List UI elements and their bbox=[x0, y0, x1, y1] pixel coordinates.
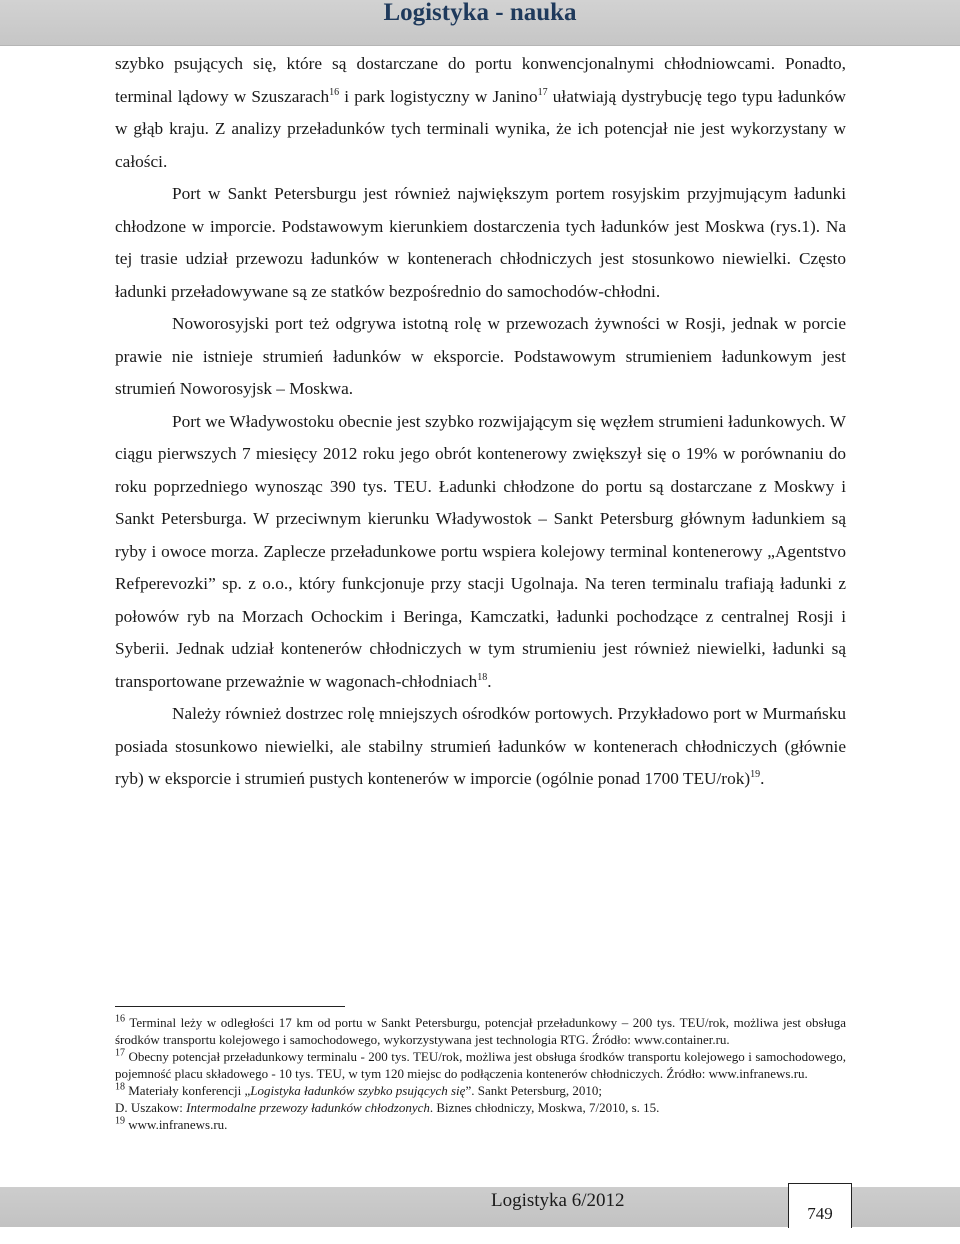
paragraph bbox=[115, 698, 846, 796]
footnote-marker: 18 bbox=[115, 1081, 125, 1093]
text-run: Terminal leży w odległości 17 km od portu w Sankt Petersburgu, potencjał przeładunkowy – 200 tys. TEU/rok, możliwa jest obsługa środków transportu kolejowego i samochodowego, wykorzystywana jest technologia RTG. Źródło: www.container.ru. bbox=[115, 1015, 846, 1047]
footnote bbox=[115, 1014, 846, 1048]
page-header bbox=[0, 0, 960, 46]
text-run: . bbox=[760, 769, 765, 788]
text-run: www.infranews.ru. bbox=[125, 1117, 228, 1132]
text-run: Materiały konferencji „ bbox=[125, 1083, 251, 1098]
page-number: 749 bbox=[788, 1183, 852, 1228]
footnote bbox=[115, 1048, 846, 1082]
footnote-marker: 18 bbox=[477, 671, 488, 683]
footnote-separator bbox=[115, 1006, 345, 1007]
text-run: ”. Sankt Petersburg, 2010; bbox=[465, 1083, 603, 1098]
footnote-marker: 19 bbox=[750, 769, 761, 781]
paragraph bbox=[115, 406, 846, 699]
text-run: Obecny potencjał przeładunkowy terminalu - 200 tys. TEU/rok, możliwa jest obsługa środków transportu kolejowego i samochodowego, pojemność placu składowego - 10 tys. TEU, w tym 120 miejsc do podłączenia kontenerów chłodniczych. Źródło: www.infranews.ru. bbox=[115, 1049, 846, 1081]
text-run: Port w Sankt Petersburgu jest również największym portem rosyjskim przyjmującym ładunki chłodzone w imporcie. Podstawowym kierunkiem dostarczenia tych ładunków jest Moskwa (rys.1). Na tej trasie udział przewozu ładunków w kontenerach chłodniczych jest stosunkowo niewielki. Często ładunki przeładowywane są ze statków bezpośrednio do samochodów-chłodni. bbox=[115, 184, 846, 301]
text-run: D. Uszakow: bbox=[115, 1100, 187, 1115]
footnotes bbox=[115, 1014, 846, 1133]
text-run: szybko psujących się, które są dostarczane do portu konwencjonalnymi chłodniowcami. Ponadto, terminal lądowy w Szuszarach bbox=[115, 54, 846, 106]
footnote-marker: 16 bbox=[329, 86, 340, 98]
footnote bbox=[115, 1116, 846, 1133]
footnote-marker: 19 bbox=[115, 1115, 125, 1127]
footnote bbox=[115, 1082, 846, 1099]
footnote-marker: 17 bbox=[115, 1047, 125, 1059]
text-run: ułatwiają dystrybucję tego typu ładunków w głąb kraju. Z analizy przeładunków tych terminali wynika, że ich potencjał nie jest wykorzystany w całości. bbox=[115, 86, 846, 171]
paragraph bbox=[115, 178, 846, 308]
italic-text: Intermodalne przewozy ładunków chłodzonych bbox=[186, 1100, 430, 1115]
header-title: Logistyka - nauka bbox=[383, 0, 577, 26]
italic-text: Logistyka ładunków szybko psujących się bbox=[250, 1083, 466, 1098]
text-run: . Biznes chłodniczy, Moskwa, 7/2010, s. 15. bbox=[429, 1100, 660, 1115]
text-run: . bbox=[487, 671, 492, 691]
footnote-marker: 17 bbox=[537, 86, 548, 98]
paragraph bbox=[115, 48, 846, 178]
text-run: Należy również dostrzec rolę mniejszych ośrodków portowych. Przykładowo port w Murmańsku posiada stosunkowo niewielki, ale stabilny strumień ładunków w kontenerach chłodniczych (głównie ryb) w eksporcie i strumień pustych kontenerów w imporcie (ogólnie ponad 1700 TEU/rok) bbox=[115, 704, 846, 788]
text-run: Noworosyjski port też odgrywa istotną rolę w przewozach żywności w Rosji, jednak w porcie prawie nie istnieje strumień ładunków w eksporcie. Podstawowym strumieniem ładunkowym jest strumień Noworosyjsk – Moskwa. bbox=[115, 314, 846, 398]
text-run: i park logistyczny w Janino bbox=[339, 86, 538, 106]
footnote bbox=[115, 1099, 846, 1116]
footnote-marker: 16 bbox=[115, 1013, 125, 1025]
text-run: Port we Władywostoku obecnie jest szybko rozwijającym się węzłem strumieni ładunkowych. W ciągu pierwszych 7 miesięcy 2012 roku jego obrót kontenerowy zwiększył się o 19% w porównaniu do roku poprzedniego wynosząc 390 tys. TEU. Ładunki chłodzone do portu są dostarczane z Moskwy i Sankt Petersburga. W przeciwnym kierunku Władywostok – Sankt Petersburg głównym ładunkiem są ryby i owoce morza. Zaplecze przeładunkowe portu wspiera kolejowy terminal kontenerowy „Agentstvo Refperevozki” sp. z o.o., który funkcjonuje przy stacji Ugolnaja. Na teren terminalu trafiają ładunki z połowów ryb na Morzach Ochockim i Beringa, Kamczatki, ładunki pochodzące z centralnej Rosji i Syberii. Jednak udział kontenerów chłodniczych w tym strumieniu jest również niewielki, ładunki są transportowane przeważnie w wagonach-chłodniach bbox=[115, 411, 846, 691]
paragraph bbox=[115, 308, 846, 406]
journal-label: Logistyka 6/2012 bbox=[491, 1190, 625, 1211]
body-text bbox=[115, 48, 846, 796]
